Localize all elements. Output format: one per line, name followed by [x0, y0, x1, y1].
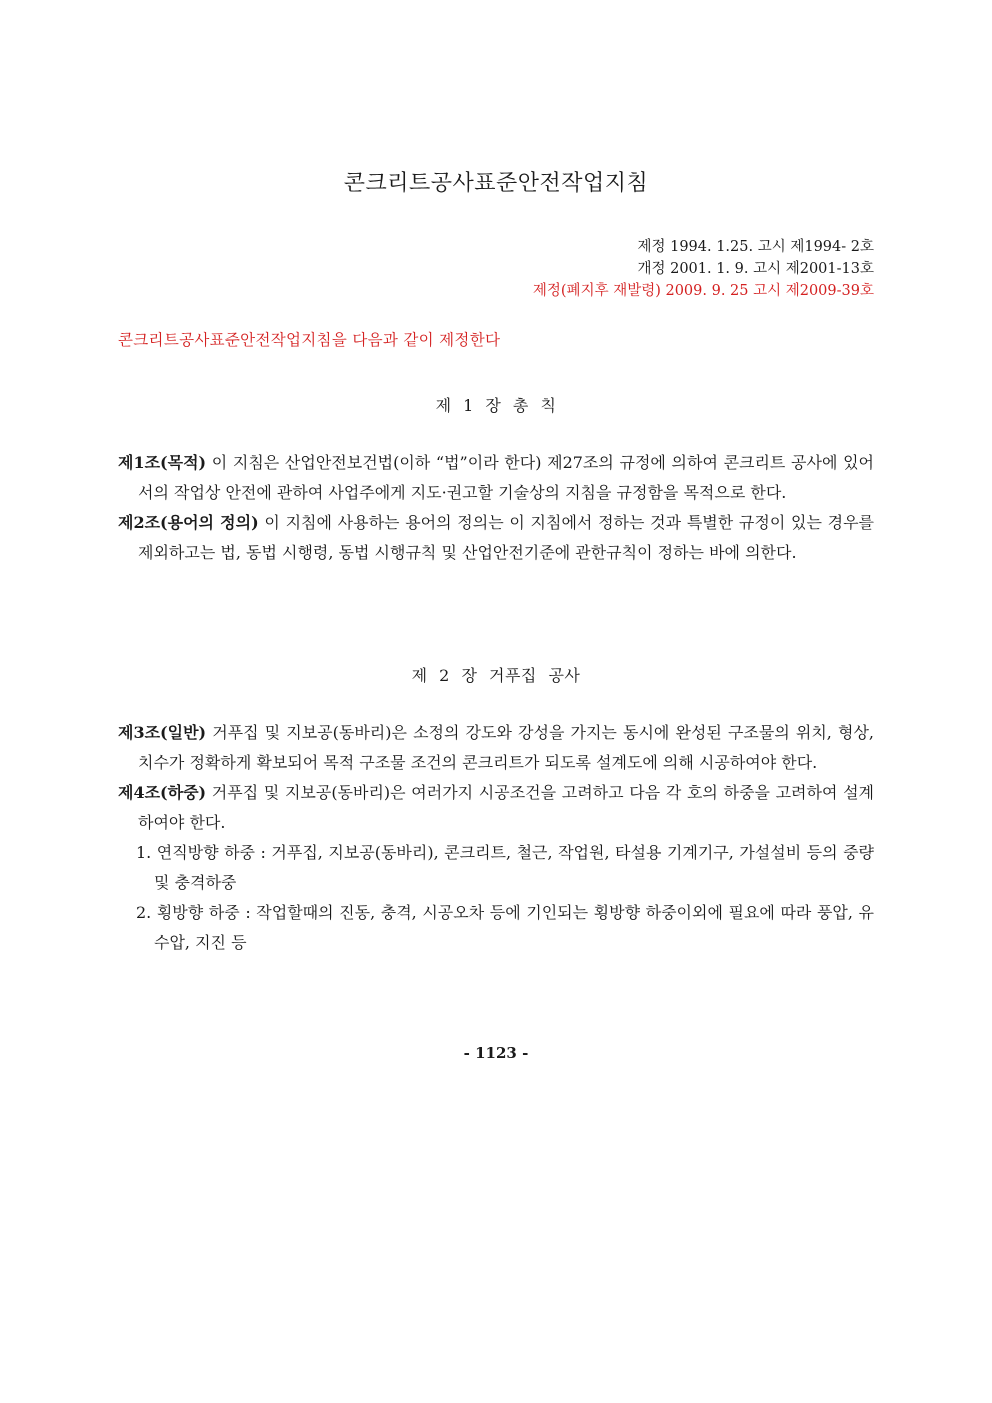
page-number: - 1123 - — [463, 1044, 529, 1062]
article-1-heading: 제1조(목적) — [118, 453, 207, 472]
article-4-item-2: 2. 횡방향 하중 : 작업할때의 진동, 충격, 시공오차 등에 기인되는 횡방향 하중이외에 필요에 따라 풍압, 유수압, 지진 등 — [136, 903, 874, 952]
article-3-heading: 제3조(일반) — [118, 723, 207, 742]
document-title: 콘크리트공사표준안전작업지침 — [343, 171, 649, 196]
enactment-statement: 콘크리트공사표준안전작업지침을 다음과 같이 제정한다 — [118, 331, 501, 349]
history-line-enacted: 제정 1994. 1.25. 고시 제1994- 2호 — [637, 239, 874, 255]
article-1 — [118, 448, 874, 508]
chapter-2-heading: 제 2 장 거푸집 공사 — [411, 666, 581, 685]
history-line-reissued: 제정(폐지후 재발령) 2009. 9. 25 고시 제2009-39호 — [532, 283, 874, 299]
article-3-text: 거푸집 및 지보공(동바리)은 소정의 강도와 강성을 가지는 동시에 완성된 구조물의 위치, 형상, 치수가 정확하게 확보되어 목적 구조물 조건의 콘크리트가 되도록 설계도에 의해 시공하여야 한다. — [138, 723, 874, 772]
article-2-text: 이 지침에 사용하는 용어의 정의는 이 지침에서 정하는 것과 특별한 규정이 있는 경우를 제외하고는 법, 동법 시행령, 동법 시행규칙 및 산업안전기준에 관한규칙이 정하는 바에 의한다. — [138, 513, 874, 562]
article-4-heading: 제4조(하중) — [118, 783, 207, 802]
revision-history — [533, 236, 874, 302]
article-1-text: 이 지침은 산업안전보건법(이하 “법”이라 한다) 제27조의 규정에 의하여 콘크리트 공사에 있어서의 작업상 안전에 관하여 사업주에게 지도·권고할 기술상의 지침을 규정함을 목적으로 한다. — [138, 453, 874, 502]
article-4-item-1: 1. 연직방향 하중 : 거푸집, 지보공(동바리), 콘크리트, 철근, 작업원, 타설용 기계기구, 가설설비 등의 중량 및 충격하중 — [136, 843, 874, 892]
article-2-heading: 제2조(용어의 정의) — [118, 513, 259, 532]
article-2 — [118, 508, 874, 568]
article-4-text: 거푸집 및 지보공(동바리)은 여러가지 시공조건을 고려하고 다음 각 호의 하중을 고려하여 설계하여야 한다. — [138, 783, 874, 832]
article-4 — [118, 778, 874, 838]
chapter-2-articles — [118, 718, 874, 958]
chapter-1-articles — [118, 448, 874, 568]
chapter-1-heading: 제 1 장 총 칙 — [435, 396, 557, 415]
history-line-amended: 개정 2001. 1. 9. 고시 제2001-13호 — [637, 261, 874, 277]
article-3 — [118, 718, 874, 778]
